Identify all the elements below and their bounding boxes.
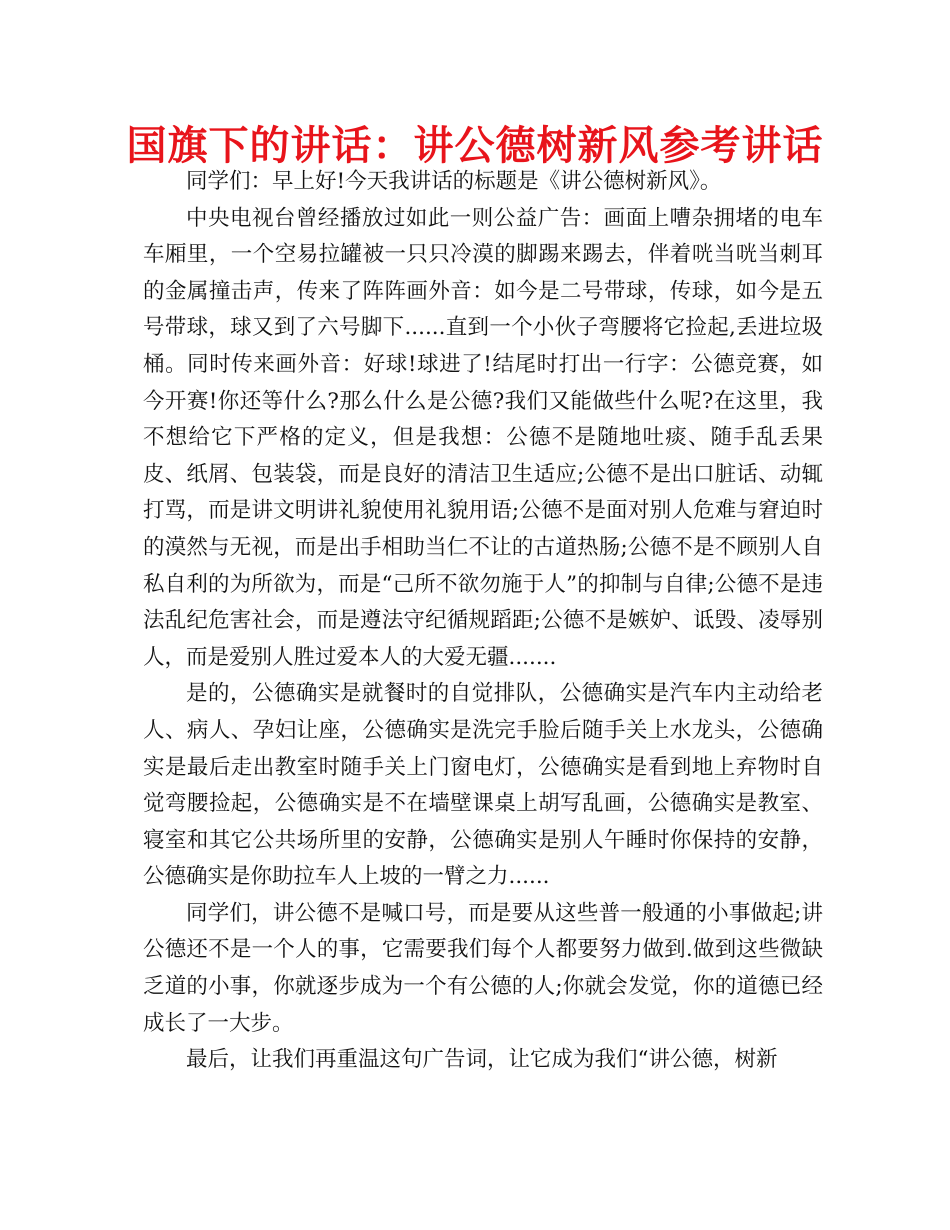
paragraph-examples: 是的，公德确实是就餐时的自觉排队，公德确实是汽车内主动给老人、病人、孕妇让座，公德确实是洗完手脸后随手关上水龙头，公德确实是最后走出教室时随手关上门窗电灯，公德确实是看到地上弃物时自觉弯腰捡起，公德确实是不在墙壁课桌上胡写乱画，公德确实是教室、寝室和其它公共场所里的安静，公德确实是别人午睡时你保持的安静，公德确实是你助拉车人上坡的一臂之力......	[143, 681, 823, 890]
document-body	[143, 164, 823, 1079]
page-title: 国旗下的讲话：讲公德树新风参考讲话	[126, 123, 824, 169]
paragraph-greeting: 同学们：早上好!今天我讲话的标题是《讲公德树新风》。	[186, 169, 722, 194]
paragraph-closing: 最后，让我们再重温这句广告词，让它成为我们“讲公德，树新	[186, 1047, 778, 1073]
paragraph-advertisement: 中央电视台曾经播放过如此一则公益广告：画面上嘈杂拥堵的电车车厢里，一个空易拉罐被一只只冷漠的脚踢来踢去，伴着咣当咣当刺耳的金属撞击声，传来了阵阵画外音：如今是二号带球，传球，如今是五号带球，球又到了六号脚下......直到一个小伙子弯腰将它捡起,丢进垃圾桶。同时传来画外音：好球!球进了!结尾时打出一行字：公德竞赛，如今开赛!你还等什么?那么什么是公德?我们又能做些什么呢?在这里，我不想给它下严格的定义，但是我想：公德不是随地吐痰、随手乱丢果皮、纸屑、包装袋，而是良好的清洁卫生适应;公德不是出口脏话、动辄打骂，而是讲文明讲礼貌使用礼貌用语;公德不是面对别人危难与窘迫时的漠然与无视，而是出手相助当仁不让的古道热肠;公德不是不顾别人自私自利的为所欲为，而是“己所不欲勿施于人”的抑制与自律;公德不是违法乱纪危害社会，而是遵法守纪循规蹈距;公德不是嫉妒、诋毁、凌辱别人，而是爱别人胜过爱本人的大爱无疆.......	[143, 205, 823, 670]
paragraph-call-to-action: 同学们，讲公德不是喊口号，而是要从这些普一般通的小事做起;讲公德还不是一个人的事，它需要我们每个人都要努力做到.做到这些微缺乏道的小事，你就逐步成为一个有公德的人;你就会发觉，你的道德已经成长了一大步。	[143, 900, 823, 1036]
